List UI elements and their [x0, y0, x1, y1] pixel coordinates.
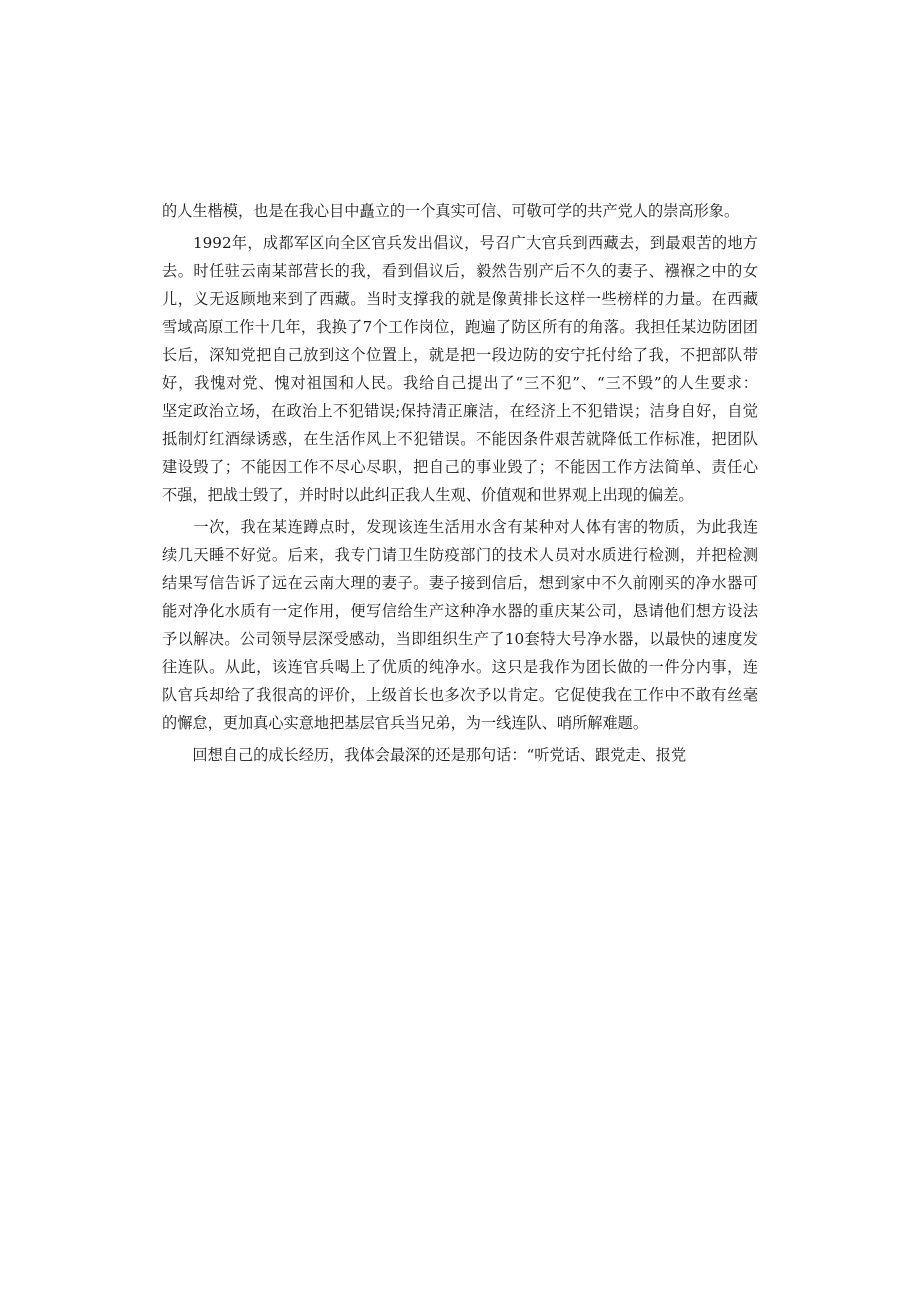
text-line: 坚定政治立场，在政治上不犯错误;保持清正廉洁，在经济上不犯错误；洁身自好，自觉 — [162, 402, 758, 420]
text-line: 能对净化水质有一定作用，便写信给生产这种净水器的重庆某公司，恳请他们想方设法 — [162, 602, 758, 620]
text-line: 抵制灯红酒绿诱惑，在生活作风上不犯错误。不能因条件艰苦就降低工作标准，把团队 — [162, 430, 758, 448]
paragraph — [162, 229, 758, 509]
text-line: 的懈怠，更加真心实意地把基层官兵当兄弟，为一线连队、哨所解难题。 — [162, 714, 648, 732]
text-line: 回想自己的成长经历，我体会最深的还是那句话：“听党话、跟党走、报党 — [162, 746, 687, 764]
text-line: 雪域高原工作十几年，我换了7个工作岗位，跑遍了防区所有的角落。我担任某边防团团 — [162, 318, 758, 336]
text-line: 的人生楷模，也是在我心目中矗立的一个真实可信、可敬可学的共产党人的崇高形象。 — [162, 202, 740, 220]
text-line: 好，我愧对党、愧对祖国和人民。我给自己提出了“三不犯”、“三不毁”的人生要求： — [162, 374, 758, 392]
paragraph — [162, 741, 758, 769]
text-line: 结果写信告诉了远在云南大理的妻子。妻子接到信后，想到家中不久前刚买的净水器可 — [162, 574, 758, 592]
document-body — [162, 197, 758, 769]
paragraph — [162, 197, 758, 225]
text-line: 队官兵却给了我很高的评价，上级首长也多次予以肯定。它促使我在工作中不敢有丝毫 — [162, 686, 758, 704]
text-line: 长后，深知党把自己放到这个位置上，就是把一段边防的安宁托付给了我，不把部队带 — [162, 346, 758, 364]
text-line: 予以解决。公司领导层深受感动，当即组织生产了10套特大号净水器，以最快的速度发 — [162, 630, 758, 648]
paragraph — [162, 513, 758, 737]
text-line: 一次，我在某连蹲点时，发现该连生活用水含有某种对人体有害的物质，为此我连 — [162, 518, 758, 536]
text-line: 续几天睡不好觉。后来，我专门请卫生防疫部门的技术人员对水质进行检测，并把检测 — [162, 546, 758, 564]
text-line: 建设毁了；不能因工作不尽心尽职，把自己的事业毁了；不能因工作方法简单、责任心 — [162, 458, 758, 476]
text-line: 不强，把战士毁了，并时时以此纠正我人生观、价值观和世界观上出现的偏差。 — [162, 486, 694, 504]
text-line: 去。时任驻云南某部营长的我，看到倡议后，毅然告别产后不久的妻子、襁褓之中的女 — [162, 262, 758, 280]
text-line: 儿，义无返顾地来到了西藏。当时支撑我的就是像黄排长这样一些榜样的力量。在西藏 — [162, 290, 758, 308]
text-line: 1992年，成都军区向全区官兵发出倡议，号召广大官兵到西藏去，到最艰苦的地方 — [162, 234, 758, 252]
text-line: 往连队。从此，该连官兵喝上了优质的纯净水。这只是我作为团长做的一件分内事，连 — [162, 658, 758, 676]
